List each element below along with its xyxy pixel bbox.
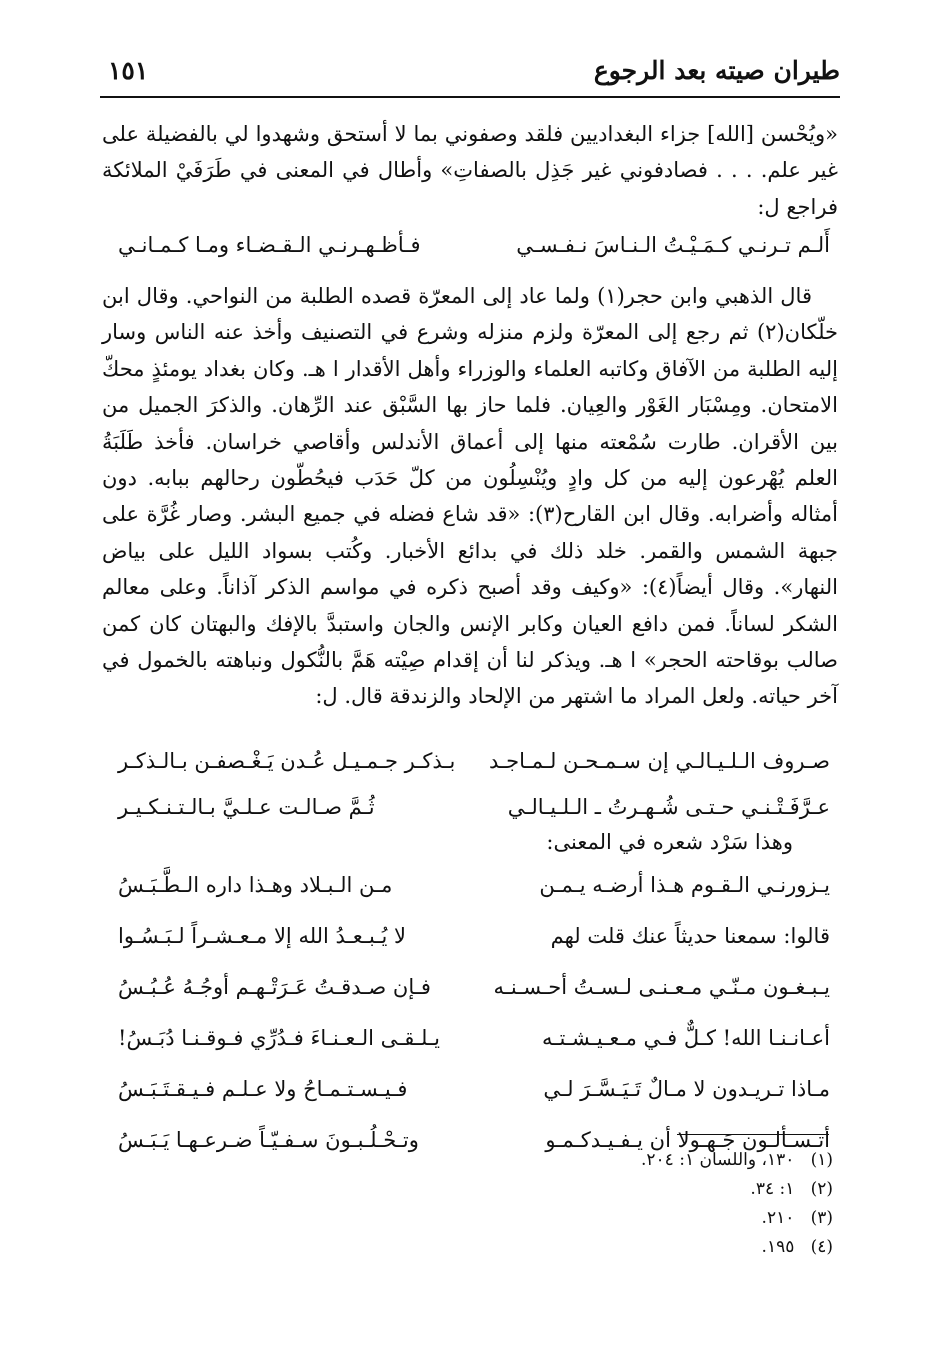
footnote-number: (١) [810,1150,833,1170]
page-header [100,52,840,96]
verse-line [118,911,830,962]
verse-line [118,738,830,784]
verse-line [118,1064,830,1115]
footnote-number: (٢) [810,1179,833,1199]
poem-verse-block-2 [118,738,830,830]
verse-first-hemistich: يـبـغـون مـنّـي مـعـنـى لـسـتُ أحـسـنـه [493,975,830,999]
verse-second-hemistich: فـأظـهـرنـي الـقـضـاء ومـا كـمـانـي [118,233,421,257]
footnote-text: ١٣٠، واللسان ١: ٢٠٤. [640,1150,795,1170]
footnote-number: (٤) [810,1237,833,1257]
footnote-item [641,1233,833,1262]
verse-second-hemistich: فـإن صـدقـتُ عَـرَتْـهـم أوجُـهُ عُـبُـسُ [118,975,431,999]
page-number: ١٥١ [108,56,149,85]
verse-first-hemistich: مـاذا تـريـدون لا مـالٌ تَـيَـسَّـرَ لـي [543,1077,830,1101]
footnotes [641,1146,833,1262]
body-text [102,116,838,225]
verse-first-hemistich: أَلـم تـرنـي كـمَـيْـتُ الـنـاسَ نـفـسـي [516,233,830,257]
verse-line [118,784,830,830]
poem-verse-block-1 [118,233,830,257]
footnote-text: ١٩٥. [761,1237,795,1257]
verse-first-hemistich: أعـانـنـا الله! كـلٌّ فـي مـعـيـشـتـه [542,1026,830,1050]
verse-second-hemistich: ثُـمَّ صـالـت عـلـيَّ بـالـتـنـكـيـر [118,795,375,819]
verse-second-hemistich: وتـحْـلُـبـونَ سـفـيّـاً ضـرعـهـا يَـبَـسُ [118,1128,419,1152]
verse-second-hemistich: فـيـسـتـمـاحُ ولا عـلـم فـيـقـتَـبَـسُ [118,1077,408,1101]
footnote-item [641,1204,833,1233]
body-text-2 [102,278,838,715]
verse-line [118,860,830,911]
footnote-number: (٣) [810,1208,833,1228]
verse-line [118,962,830,1013]
poem-intro-line: وهذا سَرْد شعره في المعنى: [546,830,793,854]
verse-second-hemistich: يـلـقـى الـعـنـاءَ فـدُرِّي فـوقـنـا دُبَـسُ! [118,1026,440,1050]
verse-line [118,233,830,257]
footnote-text: ٢١٠. [761,1208,795,1228]
verse-first-hemistich: عـرَّفَـتْـنـي حـتـى شُـهـرتُ ـ الـلـيـالـي [507,795,830,819]
verse-second-hemistich: بـذكـر جـمـيـل عُـدن يَـغْـصفـن بـالـذكـر [118,749,456,773]
verse-second-hemistich: لا يُـبـعـدُ الله إلا مـعـشـراً لـبَـسُـوا [118,924,407,948]
verse-second-hemistich: مـن الـبـلاد وهـذا داره الـطَّـبَـسُ [118,873,393,897]
verse-first-hemistich: صـروف الـلـيـالـي إن سـمـحـن لـمـاجـد [488,749,830,773]
verse-first-hemistich: أتـسـألـون جَـهـولا أن يـفـيـدكـمـو [545,1128,830,1152]
paragraph-1: «ويُحْسن [الله] جزاء البغداديين فلقد وصفوني بما لا أستحق وشهدوا لي بالفضيلة على غير علم. . . . فصادفوني غير جَذِل بالصفاتِ» وأطال في المعنى في طَرَفَيْ الملائكة فراجع ل: [102,122,838,219]
footnote-item [641,1146,833,1175]
running-title: طيران صيته بعد الرجوع [593,56,840,85]
footnote-divider [677,1134,829,1135]
verse-line [118,1013,830,1064]
footnote-item [641,1175,833,1204]
verse-first-hemistich: قالوا: سمعنا حديثاً عنك قلت لهم [550,924,830,948]
poem-verse-block-3 [118,860,830,1166]
verse-first-hemistich: يـزورنـي الـقـوم هـذا أرضـه يـمـن [539,873,830,897]
footnote-text: ١: ٣٤. [750,1179,795,1199]
paragraph-2: قال الذهبي وابن حجر(١) ولما عاد إلى المعرّة قصده الطلبة من النواحي. وقال ابن خلّكان(٢) ثم رجع إلى المعرّة ولزم منزله وشرع في التصنيف وأخذ عنه الناس وسار إليه الطلبة من الآفاق وكاتبه العلماء والوزراء وأهل الأقدار ا هـ. وكان بغداد يومئذٍ محكّ الامتحان. ومِسْبَار الغَوْر والعِيان. فلما حاز بها السَّبْق عند الرِّهان. والذكرَ الجميل من بين الأقران. طارت سُمْعته منها إلى أعماق الأندلس وأقاصي خراسان. فأخذ طَلَبَةُ العلم يُهْرعون إليه من كل وادٍ ويُنْسِلُون من كلّ حَدَب فيحُطّون رحالهم ببابه. دون أمثاله وأضرابه. وقال ابن القارح(٣): «قد شاع فضله في جميع البشر. وصار غُرَّة على جبهة الشمس والقمر. خلد ذلك في بدائع الأخبار. وكُتب بسواد الليل على بياض النهار». وقال أيضاً(٤): «وكيف وقد أصبح ذكره في مواسم الذكر آذاناً. وعلى معالم الشكر لساناً. فمن دافع العيان وكابر الإنس والجان واستبدَّ بالإفك والبهتان كان كمن صالب بوقاحته الحجر» ا هـ. ويذكر لنا أن إقدام صِيْته هَمَّ بالنُّكول ونباهته بالخمول في آخر حياته. ولعل المراد ما اشتهر من الإلحاد والزندقة قال. ل: [102,284,838,709]
header-divider [100,96,840,98]
